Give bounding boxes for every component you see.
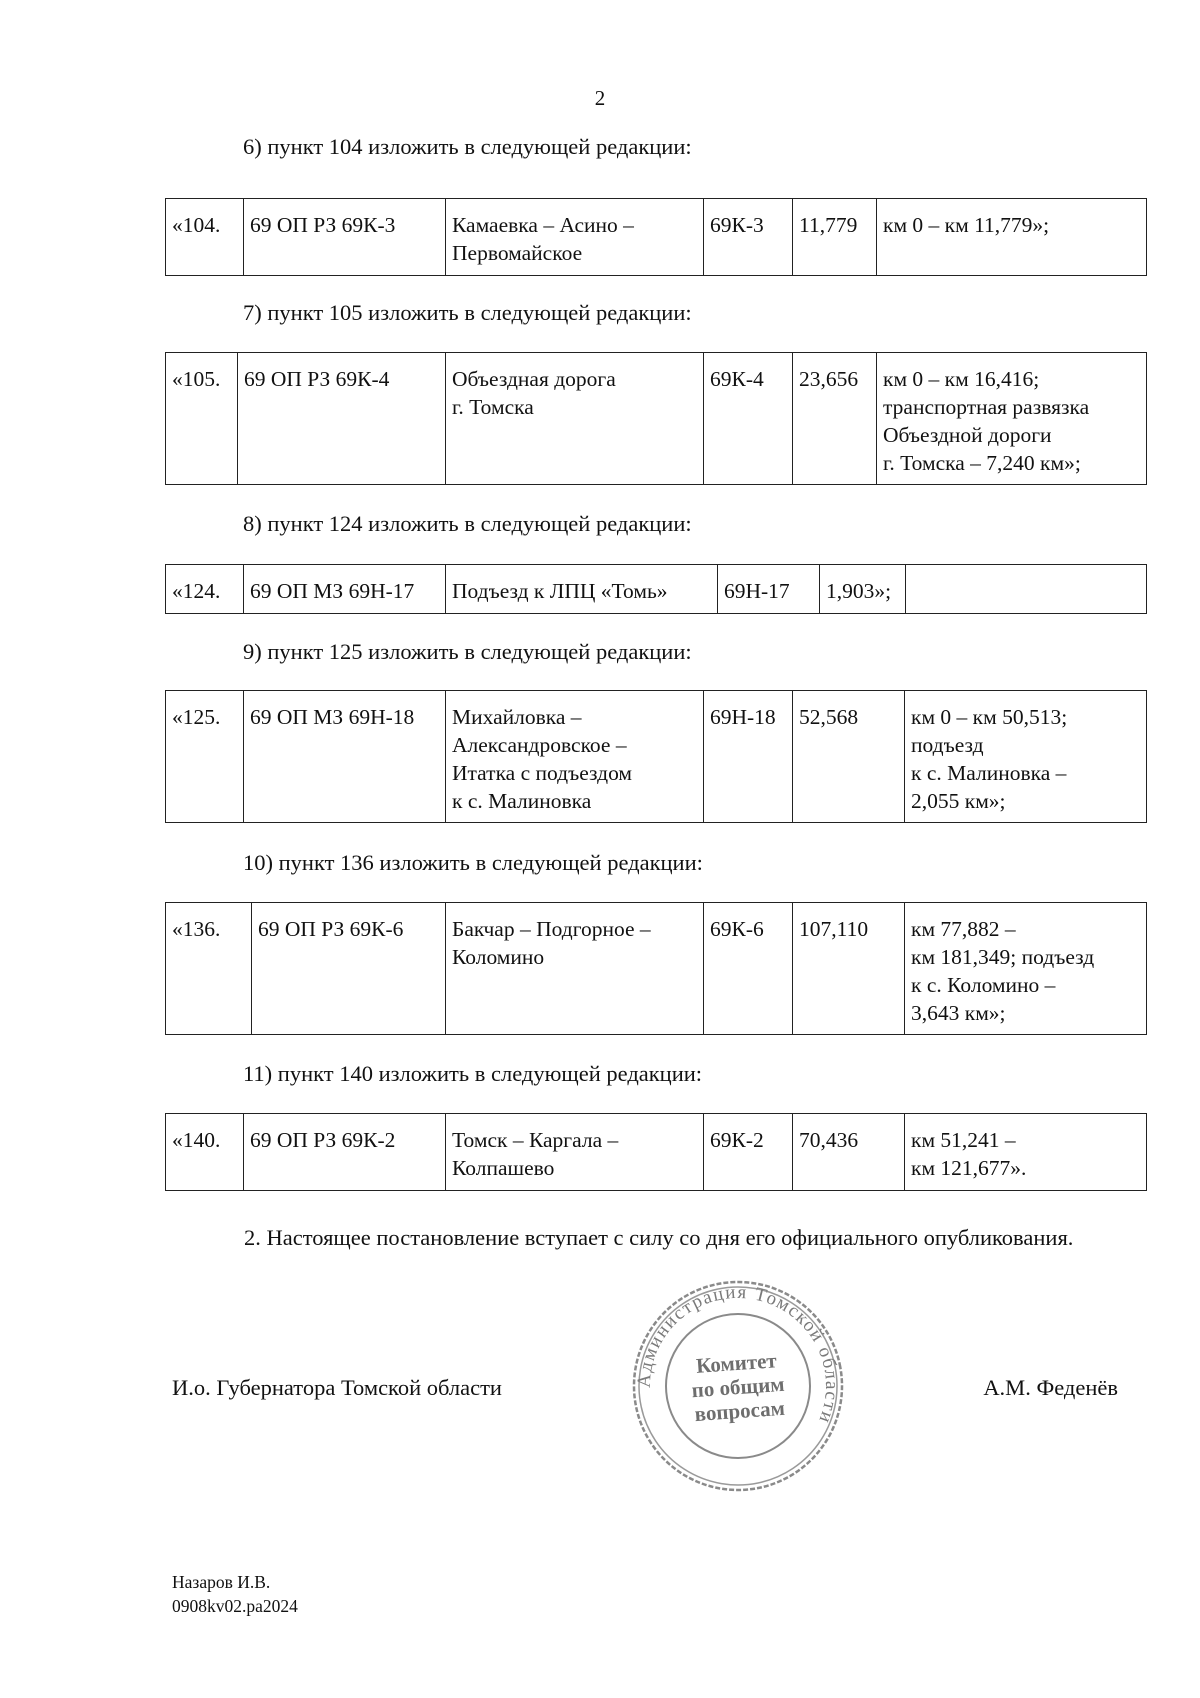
amendment-table	[165, 564, 1147, 614]
road-length-cell: 70,436	[793, 1114, 905, 1191]
official-seal-icon	[630, 1278, 846, 1494]
road-code-cell: 69К-2	[704, 1114, 793, 1191]
road-code-cell: 69Н-17	[718, 565, 820, 614]
item-number-cell: «125.	[166, 691, 244, 823]
road-segment-cell: км 0 – км 11,779»;	[877, 199, 1147, 276]
amendment-heading: 8) пункт 124 изложить в следующей редакции:	[243, 511, 692, 536]
page-number: 2	[594, 86, 606, 110]
road-name-cell: Михайловка – Александровское – Итатка с подъездом к с. Малиновка	[446, 691, 704, 823]
road-name-cell: Бакчар – Подгорное – Коломино	[446, 903, 704, 1035]
amendment-table	[165, 352, 1147, 485]
road-code-cell: 69Н-18	[704, 691, 793, 823]
road-segment-cell	[906, 565, 1147, 614]
executor-info	[172, 1570, 298, 1618]
item-number-cell: «105.	[166, 353, 238, 485]
item-number-cell: «136.	[166, 903, 252, 1035]
signatory-name: А.М. Феденёв	[983, 1375, 1118, 1400]
table-row	[166, 199, 1147, 276]
road-name-cell: Камаевка – Асино – Первомайское	[446, 199, 704, 276]
table-row	[166, 565, 1147, 614]
table-row	[166, 1114, 1147, 1191]
road-id-cell: 69 ОП РЗ 69К-6	[252, 903, 446, 1035]
amendment-heading: 6) пункт 104 изложить в следующей редакции:	[243, 134, 692, 159]
amendment-table	[165, 902, 1147, 1035]
amendment-table	[165, 1113, 1147, 1191]
road-segment-cell: км 51,241 – км 121,677».	[905, 1114, 1147, 1191]
amendment-heading: 9) пункт 125 изложить в следующей редакции:	[243, 639, 692, 664]
executor-name: Назаров И.В.	[172, 1572, 271, 1592]
amendment-heading: 11) пункт 140 изложить в следующей редакции:	[243, 1061, 703, 1086]
item-number-cell: «104.	[166, 199, 244, 276]
table-row	[166, 903, 1147, 1035]
item-number-cell: «140.	[166, 1114, 244, 1191]
road-length-cell: 52,568	[793, 691, 905, 823]
road-code-cell: 69К-4	[704, 353, 793, 485]
road-id-cell: 69 ОП МЗ 69Н-17	[244, 565, 446, 614]
amendment-table	[165, 198, 1147, 276]
signatory-position: И.о. Губернатора Томской области	[172, 1375, 502, 1400]
amendment-table	[165, 690, 1147, 823]
road-length-cell: 23,656	[793, 353, 877, 485]
road-segment-cell: км 0 – км 16,416; транспортная развязка Объездной дороги г. Томска – 7,240 км»;	[877, 353, 1147, 485]
road-segment-cell: км 0 – км 50,513; подъезд к с. Малиновка – 2,055 км»;	[905, 691, 1147, 823]
stamp-center-line: по общим	[690, 1371, 786, 1403]
road-name-cell: Объездная дорога г. Томска	[446, 353, 704, 485]
amendment-heading: 7) пункт 105 изложить в следующей редакции:	[243, 300, 692, 325]
road-id-cell: 69 ОП РЗ 69К-4	[238, 353, 446, 485]
road-id-cell: 69 ОП РЗ 69К-3	[244, 199, 446, 276]
road-segment-cell: км 77,882 – км 181,349; подъезд к с. Коломино – 3,643 км»;	[905, 903, 1147, 1035]
stamp-ring-text: Администрация Томской области	[633, 1281, 843, 1427]
road-code-cell: 69К-6	[704, 903, 793, 1035]
document-code: 0908kv02.pa2024	[172, 1596, 298, 1616]
road-length-cell: 11,779	[793, 199, 877, 276]
road-id-cell: 69 ОП МЗ 69Н-18	[244, 691, 446, 823]
road-length-cell: 107,110	[793, 903, 905, 1035]
stamp-center-line: Комитет	[695, 1348, 778, 1378]
effective-date-paragraph: 2. Настоящее постановление вступает с силу со дня его официального опубликования.	[244, 1225, 1074, 1250]
road-length-cell: 1,903»;	[820, 565, 906, 614]
road-name-cell: Подъезд к ЛПЦ «Томь»	[446, 565, 718, 614]
road-id-cell: 69 ОП РЗ 69К-2	[244, 1114, 446, 1191]
table-row	[166, 691, 1147, 823]
road-name-cell: Томск – Каргала – Колпашево	[446, 1114, 704, 1191]
amendment-heading: 10) пункт 136 изложить в следующей редакции:	[243, 850, 703, 875]
road-code-cell: 69К-3	[704, 199, 793, 276]
item-number-cell: «124.	[166, 565, 244, 614]
stamp-center-line: вопросам	[693, 1395, 786, 1427]
table-row	[166, 353, 1147, 485]
